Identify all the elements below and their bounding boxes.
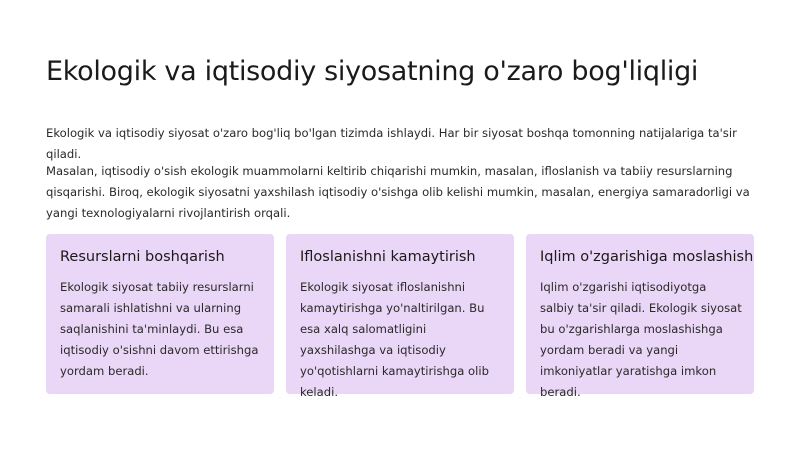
card-title: Resurslarni boshqarish <box>60 249 225 265</box>
card-pollution-reduction <box>286 234 514 399</box>
card-title: Iqlim o'zgarishiga moslashish <box>540 249 754 265</box>
example-paragraph: Masalan, iqtisodiy o'sish ekologik muammolarni keltirib chiqarishi mumkin, masalan, ifloslanish va tabiiy resurslarning qisqarishi. Biroq, ekologik siyosatni yaxshilash iqtisodiy o'sishga olib kelishi mumkin, masalan, energiya samaradorligi va yangi texnologiyalarni rivojlantirish orqali. <box>46 164 750 220</box>
intro-paragraph: Ekologik va iqtisodiy siyosat o'zaro bog'liq bo'lgan tizimda ishlaydi. Har bir siyosat boshqa tomonning natijalariga ta'sir qiladi. <box>46 126 737 161</box>
card-resource-management <box>46 234 274 394</box>
card-text: Ekologik siyosat ifloslanishni kamaytirishga yo'naltirilgan. Bu esa xalq salomatligini yaxshilashga va iqtisodiy yo'qotishlarni kamaytirishga olib keladi. <box>300 280 489 399</box>
card-text: Ekologik siyosat tabiiy resurslarni samarali ishlatishni va ularning saqlanishini ta'minlaydi. Bu esa iqtisodiy o'sishni davom ettirishga yordam beradi. <box>60 280 259 378</box>
card-text: Iqlim o'zgarishi iqtisodiyotga salbiy ta'sir qiladi. Ekologik siyosat bu o'zgarishlarga moslashishga yordam beradi va yangi imkoniyatlar yaratishga imkon beradi. <box>540 280 742 399</box>
card-climate-adaptation <box>526 234 754 399</box>
card-title: Ifloslanishni kamaytirish <box>300 249 476 265</box>
slide-title: Ekologik va iqtisodiy siyosatning o'zaro bog'liqligi <box>46 56 699 87</box>
